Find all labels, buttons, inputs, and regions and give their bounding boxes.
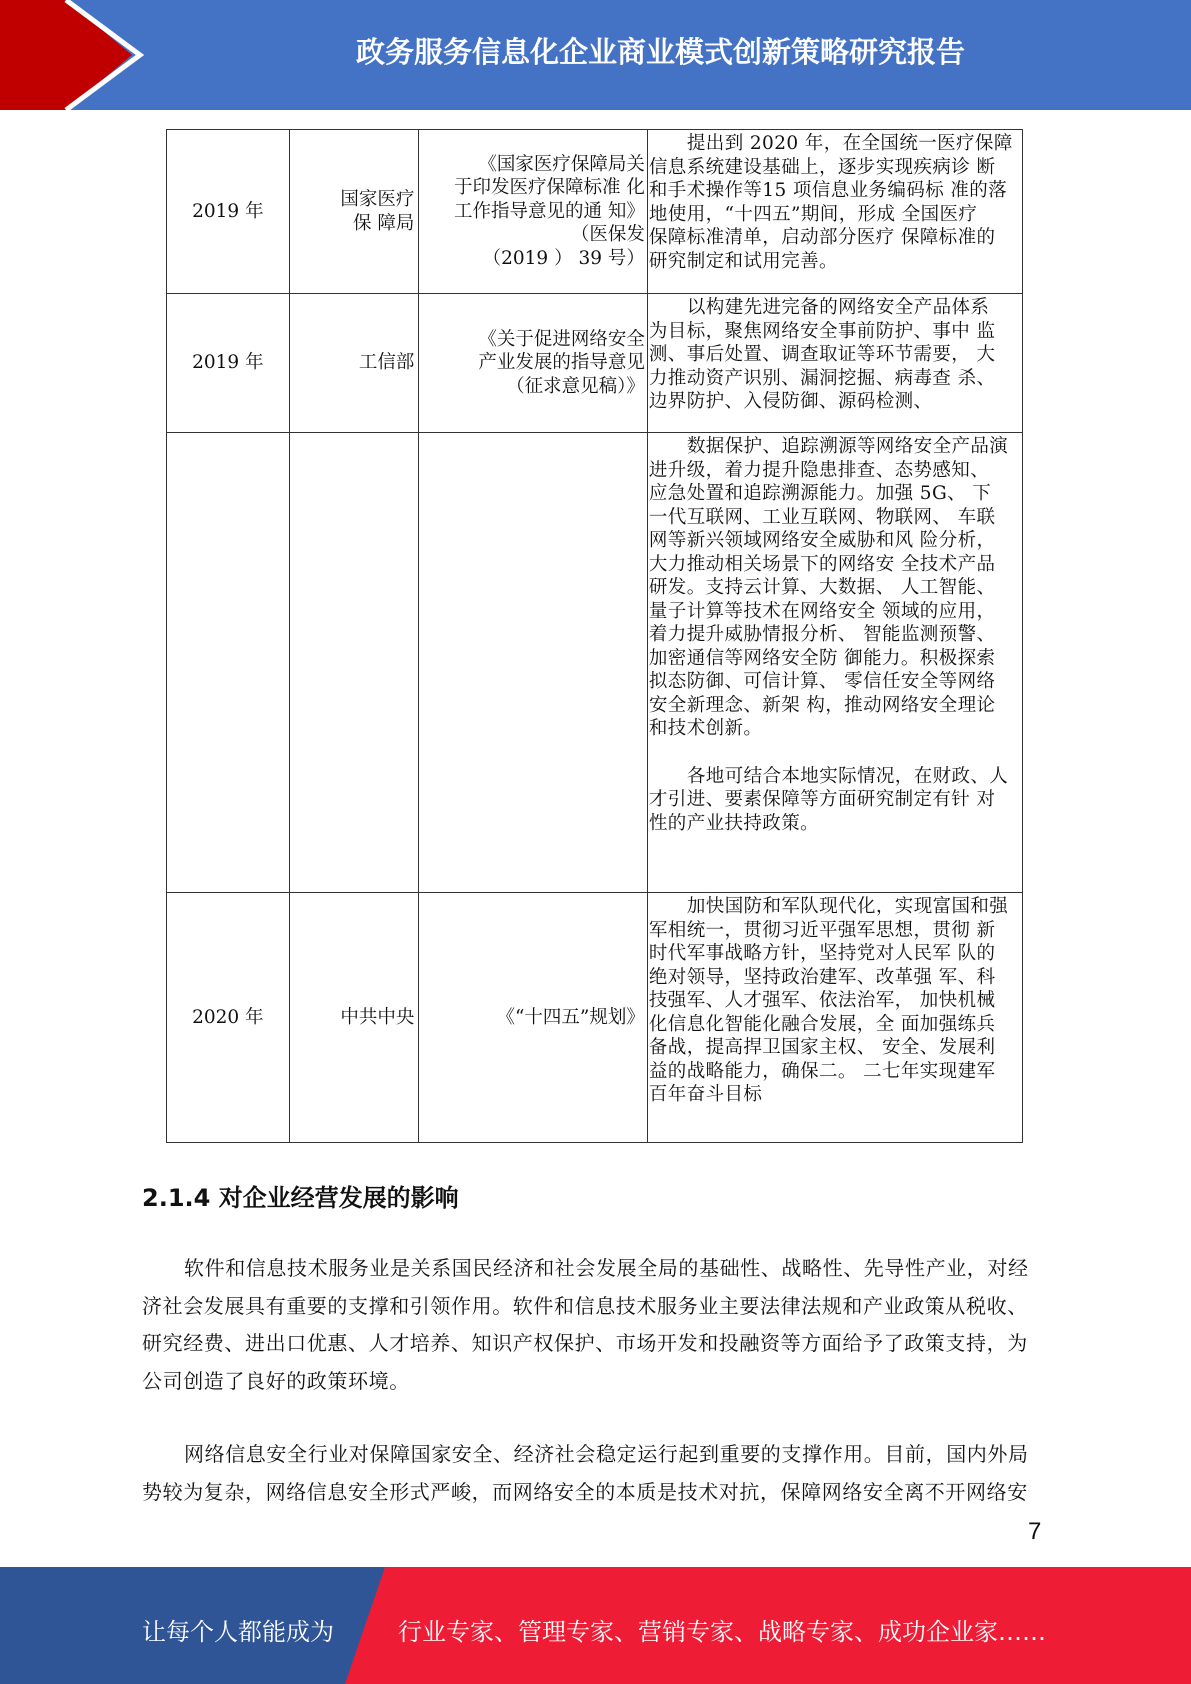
- paragraph-line: 公司创造了良好的政策环境。: [142, 1368, 410, 1393]
- issuer-line: 工信部: [358, 352, 415, 374]
- issuer-line: 中共中央: [340, 1006, 415, 1028]
- content-line: 各地可结合本地实际情况，在财政、人: [686, 765, 1009, 787]
- policy-table: [166, 129, 1023, 1143]
- year-cell: [167, 130, 289, 293]
- report-title: 政务服务信息化企业商业模式创新策略研究报告: [355, 35, 965, 69]
- content-line: 一代互联网、工业互联网、物联网、 车联: [648, 506, 996, 528]
- document-cell: [418, 294, 646, 432]
- content-line: 信息系统建设基础上，逐步实现疾病诊 断: [648, 156, 996, 178]
- content-cell: [647, 130, 1022, 293]
- content-line: 军相统一，贯彻习近平强军思想，贯彻 新: [648, 919, 996, 941]
- document-cell: [418, 433, 646, 892]
- document-cell: [418, 130, 646, 293]
- content-line: 加密通信等网络安全防 御能力。积极探索: [648, 647, 996, 669]
- page-footer: [0, 1567, 1191, 1684]
- table-row: [167, 293, 1022, 432]
- year-text: 2019 年: [192, 200, 264, 222]
- document-line: 《“十四五”规划》: [496, 1006, 645, 1028]
- content-cell: [647, 294, 1022, 432]
- content-line: 拟态防御、可信计算、 零信任安全等网络: [648, 671, 996, 692]
- document-line: 工作指导意见的通 知》: [454, 200, 645, 222]
- content-line: 量子计算等技术在网络安全 领域的应用，: [648, 600, 996, 622]
- year-text: 2019 年: [192, 352, 264, 374]
- content-line: 时代军事战略方针，坚持党对人民军 队的: [648, 943, 996, 964]
- content-line: 和手术操作等15 项信息业务编码标 准的落: [648, 180, 1008, 201]
- table-row: [167, 130, 1022, 293]
- content-line: 保障标准清单，启动部分医疗 保障标准的: [648, 227, 996, 248]
- content-line: 备战，提高捍卫国家主权、 安全、发展利: [648, 1037, 996, 1058]
- content-line: 研发。支持云计算、大数据、 人工智能、: [648, 577, 996, 598]
- content-line: 益的战略能力，确保二。 二七年实现建军: [648, 1060, 996, 1082]
- footer-slogan-right: 行业专家、管理专家、营销专家、战略专家、成功企业家……: [398, 1618, 1046, 1646]
- content-line: 提出到 2020 年，在全国统一医疗保障: [686, 133, 1013, 154]
- content-line: 和技术创新。: [648, 718, 763, 739]
- year-cell: [167, 294, 289, 432]
- content-line: 应急处置和追踪溯源能力。加强 5G、 下: [648, 483, 992, 504]
- section-heading: 2.1.4 对企业经营发展的影响: [142, 1184, 459, 1212]
- content-line: 以构建先进完备的网络安全产品体系: [686, 297, 990, 318]
- issuer-line: 保 障局: [353, 212, 415, 234]
- paragraph-line: 研究经费、进出口优惠、人才培养、知识产权保护、市场开发和投融资等方面给予了政策支持，为: [142, 1331, 1028, 1355]
- document-cell: [418, 893, 646, 1142]
- content-line: 百年奋斗目标: [648, 1084, 763, 1105]
- issuer-cell: [289, 294, 419, 432]
- page-number: 7: [1028, 1518, 1042, 1545]
- content-line: 研究制定和试用完善。: [648, 250, 838, 272]
- document-line: 《国家医疗保障局关: [478, 153, 645, 175]
- paragraph-line: 济社会发展具有重要的支撑和引领作用。软件和信息技术服务业主要法律法规和产业政策从税收、: [142, 1293, 1028, 1318]
- year-cell: [167, 893, 289, 1142]
- issuer-cell: [289, 893, 419, 1142]
- content-line: 才引进、要素保障等方面研究制定有针 对: [648, 789, 996, 810]
- issuer-cell: [289, 130, 419, 293]
- content-line: 力推动资产识别、漏洞挖掘、病毒查 杀、: [648, 367, 996, 389]
- document-line: 于印发医疗保障标准 化: [454, 177, 645, 199]
- year-cell: [167, 433, 289, 892]
- content-line: 进升级，着力提升隐患排查、态势感知、: [648, 459, 990, 481]
- content-line: 网等新兴领域网络安全威胁和风 险分析，: [648, 530, 996, 551]
- content-cell: [647, 893, 1022, 1142]
- content-line: 测、事后处置、调查取证等环节需要， 大: [648, 344, 996, 365]
- paragraph-line: 势较为复杂，网络信息安全形式严峻，而网络安全的本质是技术对抗，保障网络安全离不开网络安: [142, 1479, 1028, 1504]
- page-header: [0, 0, 1191, 110]
- content-line: 化信息化智能化融合发展，全 面加强练兵: [648, 1013, 996, 1035]
- issuer-cell: [289, 433, 419, 892]
- table-row: [167, 892, 1022, 1142]
- content-line: 性的产业扶持政策。: [648, 812, 819, 834]
- blank-line: [649, 741, 1022, 765]
- content-cell: [647, 433, 1022, 892]
- document-line: （征求意见稿）》: [506, 375, 645, 397]
- year-text: 2020 年: [192, 1006, 264, 1028]
- document-line: （医保发: [570, 224, 645, 246]
- content-line: 技强军、人才强军、依法治军， 加快机械: [648, 990, 996, 1011]
- content-line: 边界防护、入侵防御、源码检测、: [648, 391, 933, 412]
- issuer-line: 国家医疗: [340, 189, 415, 210]
- paragraph-line: 软件和信息技术服务业是关系国民经济和社会发展全局的基础性、战略性、先导性产业，对经: [184, 1256, 1029, 1280]
- document-line: 《关于促进网络安全: [478, 328, 645, 350]
- content-line: 加快国防和军队现代化，实现富国和强: [686, 896, 1009, 917]
- content-line: 绝对领导，坚持政治建军、改革强 军、科: [648, 966, 996, 988]
- content-line: 大力推动相关场景下的网络安 全技术产品: [648, 553, 996, 575]
- footer-slogan-left: 让每个人都能成为: [142, 1618, 334, 1646]
- content-line: 为目标，聚焦网络安全事前防护、事中 监: [648, 320, 996, 342]
- paragraph-2: [142, 1436, 1047, 1511]
- paragraph-line: 网络信息安全行业对保障国家安全、经济社会稳定运行起到重要的支撑作用。目前，国内外局: [184, 1442, 1029, 1466]
- document-line: 产业发展的指导意见: [478, 352, 645, 374]
- paragraph-1: [142, 1250, 1047, 1400]
- table-row: [167, 432, 1022, 892]
- document-line: （2019 ） 39 号）: [482, 247, 645, 269]
- content-line: 着力提升威胁情报分析、 智能监测预警、: [648, 624, 996, 645]
- content-line: 数据保护、追踪溯源等网络安全产品演: [686, 436, 1009, 457]
- content-line: 安全新理念、新架 构，推动网络安全理论: [648, 694, 996, 716]
- content-line: 地使用，“十四五”期间，形成 全国医疗: [648, 203, 978, 225]
